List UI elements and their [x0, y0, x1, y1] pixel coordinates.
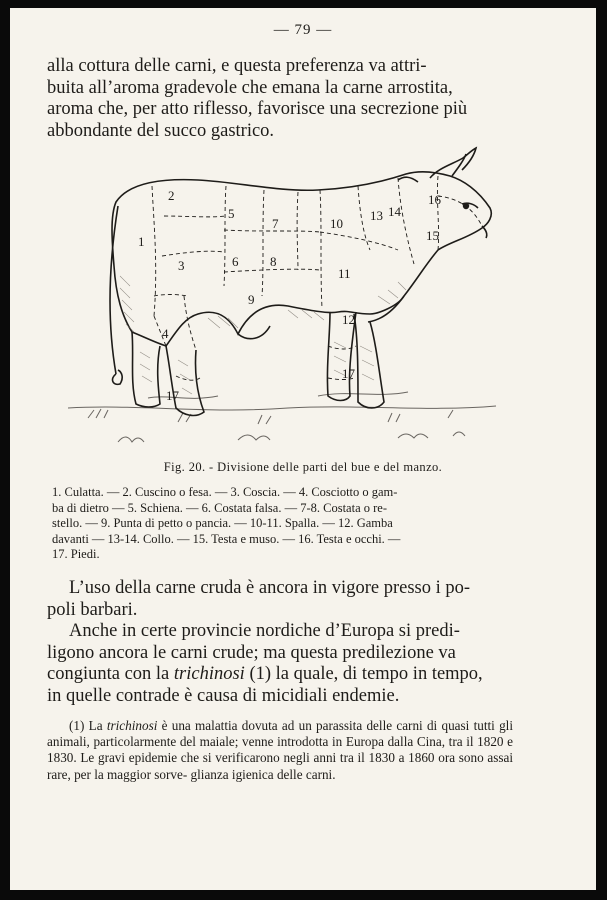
figure-legend: [52, 485, 512, 563]
text-run: è una malattia dovuta ad un parassita delle carni di: [157, 718, 438, 733]
footnote: [47, 718, 513, 783]
text-line: buita all’aroma gradevole che emana la carne arrostita,: [47, 77, 453, 98]
cut-number-17-front: 17: [342, 366, 355, 381]
paragraph-raw-meat: [47, 578, 513, 621]
footnote-line: quasi tutti gli animali, particolarmente del maiale; venne introdotta in: [47, 718, 514, 750]
text-run: (1) la quale, di tempo in tempo,: [244, 664, 483, 684]
legend-line: 1. Culatta. — 2. Cuscino o fesa. — 3. Coscia. — 4. Cosciotto o gam-: [52, 485, 398, 499]
text-line: alla cottura delle carni, e questa preferenza va attri-: [47, 56, 427, 76]
cut-number-1: 1: [138, 234, 145, 249]
footnote-line: glianza igienica delle carni.: [190, 766, 336, 782]
text-line: abbondante del succo gastrico.: [47, 120, 275, 141]
cut-number-6: 6: [232, 254, 239, 269]
italic-term: trichinosi: [173, 664, 245, 684]
ground-sketch: [68, 392, 496, 442]
cut-number-12: 12: [342, 312, 355, 327]
cut-number-11: 11: [338, 266, 351, 281]
footnote-line: Europa dalla Cina, tra il 1820 e 1830. Le gravi epidemie che si verificarono: [47, 734, 513, 766]
text-line: L’uso della carne cruda è ancora in vigore presso i po-: [69, 578, 471, 598]
text-run: (1) La: [69, 718, 107, 733]
footnote-line: negli anni tra il 1830 a 1860 ora sono assai rare, per la maggior sorve-: [47, 750, 514, 782]
legend-line: ba di dietro — 5. Schiena. — 6. Costata falsa. — 7-8. Costata o re-: [52, 500, 387, 515]
text-line: Anche in certe provincie nordiche d’Europa si predi-: [69, 621, 460, 641]
cut-number-3: 3: [178, 258, 185, 273]
cut-number-2: 2: [168, 188, 175, 203]
cut-number-13: 13: [370, 208, 383, 223]
beef-cuts-illustration: [58, 146, 498, 446]
text-line: [47, 664, 513, 686]
text-line: poli barbari.: [47, 599, 138, 620]
cut-number-9: 9: [248, 292, 255, 307]
cut-number-15: 15: [426, 228, 439, 243]
legend-line: stello. — 9. Punta di petto o pancia. — 10-11. Spalla. — 12. Gamba: [52, 516, 393, 530]
legend-line: davanti — 13-14. Collo. — 15. Testa e muso. — 16. Testa e occhi. —: [52, 531, 401, 546]
page-number: — 79 —: [273, 22, 333, 38]
text-line: aroma che, per atto riflesso, favorisce una secrezione più: [47, 99, 468, 119]
text-run: congiunta con la: [47, 664, 174, 684]
paragraph-trichinosis: [47, 621, 513, 707]
italic-term: trichinosi: [106, 718, 158, 733]
cut-number-14: 14: [388, 204, 401, 219]
legend-line: 17. Piedi.: [52, 547, 100, 561]
cut-number-4: 4: [162, 326, 169, 341]
text-line: ligono ancora le carni crude; ma questa predilezione va: [47, 642, 456, 663]
footnote-line: [47, 718, 437, 733]
cut-number-8: 8: [270, 254, 277, 269]
intro-paragraph: [47, 56, 513, 142]
cut-number-5: 5: [228, 206, 235, 221]
cut-number-16: 16: [428, 192, 441, 207]
text-line: in quelle contrade è causa di micidiali endemie.: [47, 685, 400, 706]
cut-number-7: 7: [272, 216, 279, 231]
figure-caption: Fig. 20. - Divisione delle parti del bue e del manzo.: [163, 460, 443, 474]
cut-number-10: 10: [330, 216, 343, 231]
cut-number-17-hind: 17: [166, 388, 179, 403]
book-page: [10, 8, 596, 890]
